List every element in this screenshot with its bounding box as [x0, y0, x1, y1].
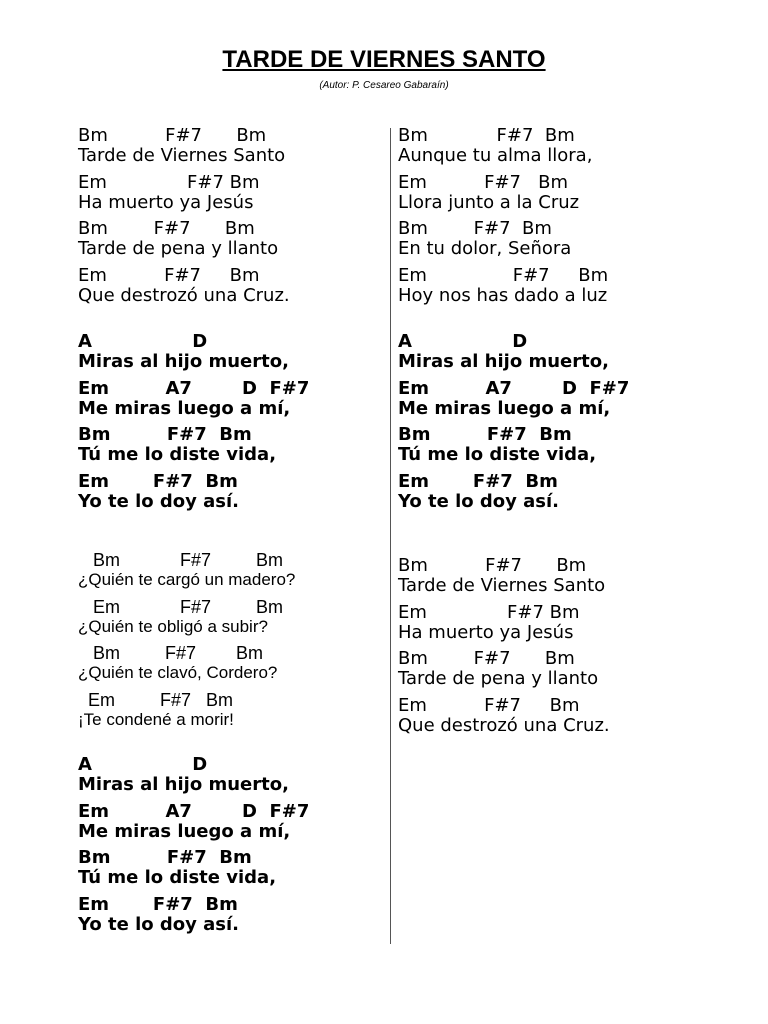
chord-line: Em A7 D F#7 — [398, 377, 630, 399]
lyric-line: ¿Quién te clavó, Cordero? — [78, 663, 278, 682]
lyric-line: ¿Quién te cargó un madero? — [78, 570, 296, 589]
lyric-line: Tarde de Viernes Santo — [78, 145, 286, 166]
chord-line: Bm F#7 Bm — [78, 550, 284, 570]
chord-line: Em F#7 Bm — [78, 689, 234, 710]
chord-line: Em F#7 Bm — [78, 171, 260, 193]
lyric-line: Llora junto a la Cruz — [398, 191, 580, 213]
chord-line: Bm F#7 Bm — [398, 218, 552, 239]
lyric-line: Me miras luego a mí, — [78, 820, 291, 842]
lyric-line: Ha muerto ya Jesús — [78, 191, 254, 213]
right-verse-2 — [398, 556, 610, 736]
lyric-line: Yo te lo doy así. — [398, 490, 560, 512]
lyric-line: Miras al hijo muerto, — [78, 351, 289, 372]
chord-line: Em F#7 Bm — [398, 694, 580, 716]
chord-line: Em F#7 Bm — [398, 601, 580, 623]
lyric-line: Tú me lo diste vida, — [78, 867, 277, 888]
lyric-line: Tarde de pena y llanto — [78, 238, 279, 259]
lyric-line: Me miras luego a mí, — [78, 397, 291, 419]
chord-line: Bm F#7 Bm — [78, 424, 252, 445]
right-chorus-1 — [398, 332, 629, 512]
song-author: (Autor: P. Cesareo Gabaraín) — [319, 80, 449, 91]
chord-line: Bm F#7 Bm — [78, 218, 255, 239]
chord-line: Bm F#7 Bm — [398, 648, 575, 669]
column-divider — [390, 128, 391, 944]
chord-line: A D — [78, 331, 208, 352]
lyric-line: Que destrozó una Cruz. — [398, 714, 610, 736]
lyric-line: Tú me lo diste vida, — [78, 444, 277, 465]
chord-line: Bm F#7 Bm — [78, 847, 252, 868]
lyric-line: Me miras luego a mí, — [398, 397, 611, 419]
chord-line: Bm F#7 Bm — [398, 125, 575, 146]
lyric-line: Yo te lo doy así. — [78, 913, 240, 935]
lyric-line: Yo te lo doy así. — [78, 490, 240, 512]
left-verse-2 — [78, 550, 295, 730]
lyric-line: Ha muerto ya Jesús — [398, 621, 574, 643]
lyric-line: Miras al hijo muerto, — [398, 351, 609, 372]
chord-line: Em A7 D F#7 — [78, 800, 310, 822]
lyric-line: Tarde de pena y llanto — [398, 668, 599, 689]
lyric-line: En tu dolor, Señora — [398, 238, 572, 259]
chord-line: A D — [398, 331, 528, 352]
chord-line: Em F#7 Bm — [78, 596, 284, 617]
right-verse-1 — [398, 126, 608, 306]
chord-line: Em F#7 Bm — [78, 264, 260, 286]
lyric-line: ¿Quién te obligó a subir? — [78, 616, 268, 636]
chord-line: Em F#7 Bm — [398, 470, 558, 492]
chord-line: Bm F#7 Bm — [78, 125, 267, 146]
chord-line: Em F#7 Bm — [398, 171, 569, 193]
lyric-line: Miras al hijo muerto, — [78, 774, 289, 795]
lyric-line: Tarde de Viernes Santo — [398, 575, 606, 596]
lyric-line: ¡Te condené a morir! — [78, 709, 234, 729]
lyric-line: Aunque tu alma llora, — [398, 145, 593, 166]
left-chorus-2 — [78, 755, 309, 935]
chord-line: Em F#7 Bm — [78, 893, 238, 915]
chord-line: Em F#7 Bm — [78, 470, 238, 492]
chord-line: Em F#7 Bm — [398, 264, 609, 286]
lyric-line: Tú me lo diste vida, — [398, 444, 597, 465]
chord-line: Em A7 D F#7 — [78, 377, 310, 399]
lyric-line: Hoy nos has dado a luz — [398, 284, 608, 306]
left-chorus-1 — [78, 332, 309, 512]
song-title: TARDE DE VIERNES SANTO — [222, 46, 546, 73]
left-verse-1 — [78, 126, 290, 306]
chord-line: Bm F#7 Bm — [398, 555, 587, 576]
lyric-line: Que destrozó una Cruz. — [78, 284, 290, 306]
chord-line: Bm F#7 Bm — [78, 643, 264, 663]
chord-line: Bm F#7 Bm — [398, 424, 572, 445]
chord-line: A D — [78, 754, 208, 775]
